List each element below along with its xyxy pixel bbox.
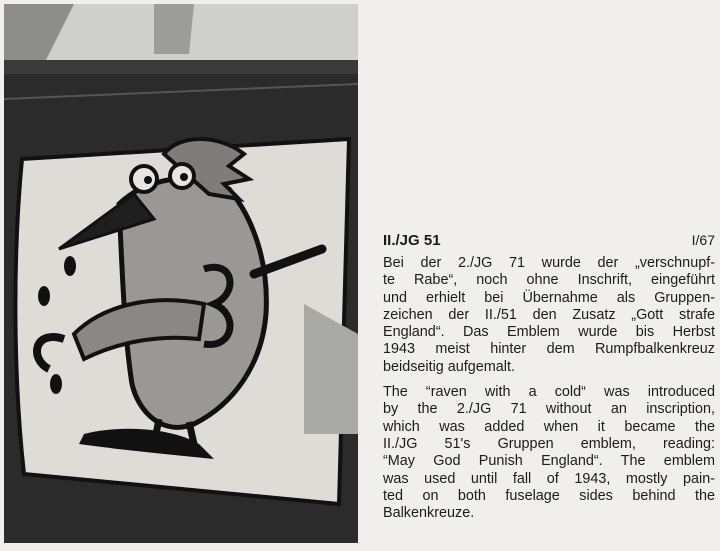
german-line: Bei der 2./JG 71 wurde der „verschnupf-	[383, 255, 715, 271]
english-paragraph	[383, 384, 715, 522]
german-paragraph	[383, 255, 715, 376]
german-line: England“. Das Emblem wurde bis Herbst	[383, 324, 715, 341]
english-line: Balkenkreuze.	[383, 505, 475, 522]
german-line: 1943 meist hinter dem Rumpfbalkenkreuz	[383, 341, 715, 358]
german-line: te Rabe“, noch ohne Inschrift, eingeführt	[383, 272, 715, 289]
caption-heading	[383, 232, 715, 249]
raven-emblem-image	[4, 4, 358, 543]
german-line: zeichen der II./51 den Zusatz „Gott strafe	[383, 306, 715, 323]
emblem-photo	[4, 4, 358, 543]
english-line: ted on both fuselage sides behind the	[383, 487, 715, 504]
english-line: The “raven with a cold“ was introduced	[383, 384, 715, 401]
english-line: by the 2./JG 71 without an inscription,	[383, 401, 715, 418]
english-line: which was added when it became the	[383, 418, 715, 435]
caption-block	[383, 232, 715, 530]
reference-number: I/67	[691, 232, 715, 248]
english-line: II./JG 51's Gruppen emblem, reading:	[383, 435, 715, 452]
english-line: was used until fall of 1943, mostly pain-	[383, 470, 715, 487]
german-line: beidseitig aufgemalt.	[383, 358, 515, 375]
english-line: “May God Punish England“. The emblem	[383, 453, 715, 470]
unit-title: II./JG 51	[383, 232, 441, 249]
german-line: und erhielt bei Übernahme als Gruppen-	[383, 289, 715, 306]
